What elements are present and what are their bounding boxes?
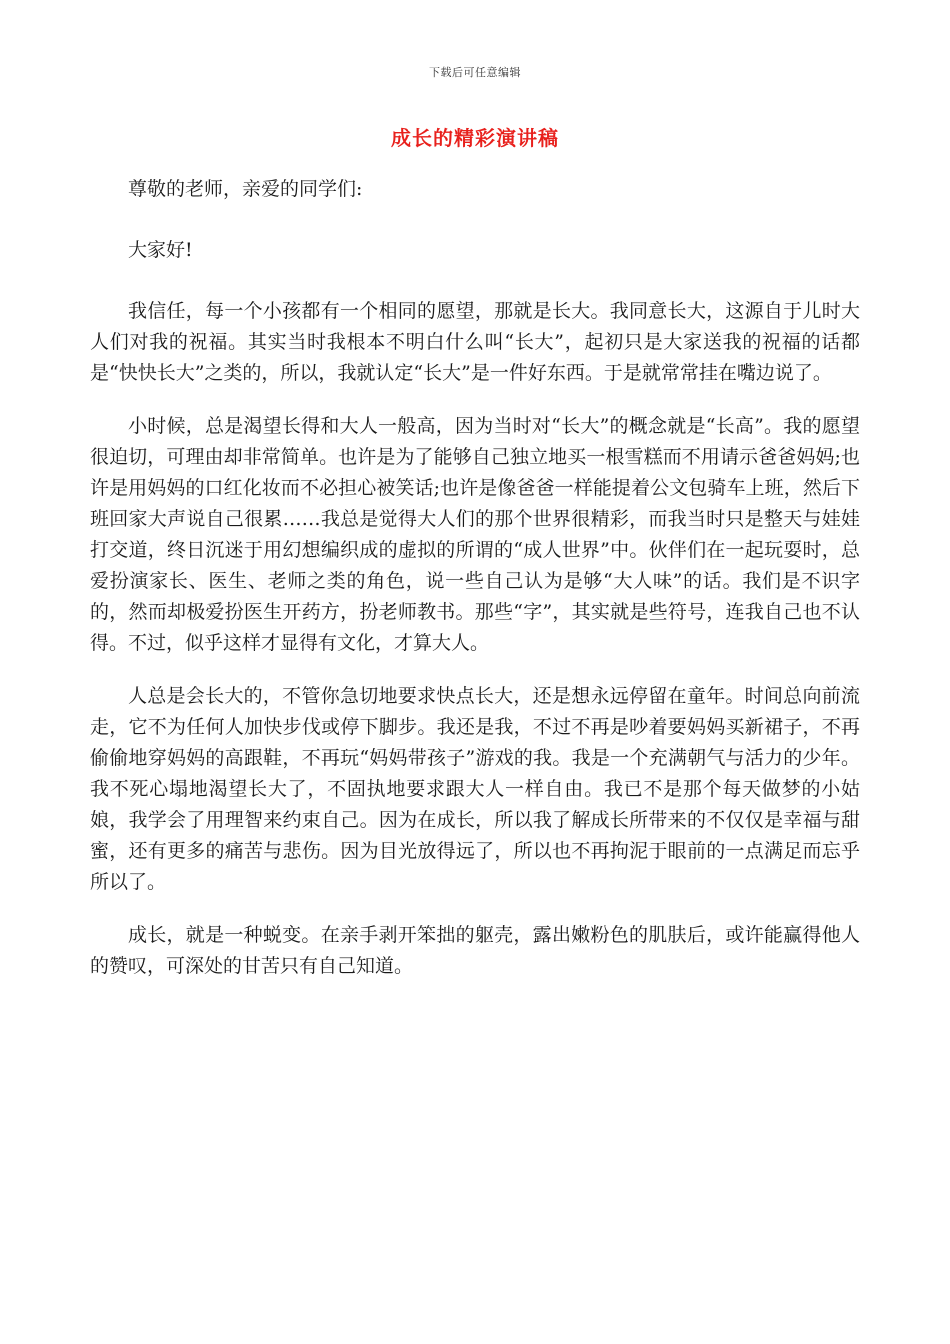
greeting: 大家好! xyxy=(128,239,193,261)
paragraph: 小时候，总是渴望长得和大人一般高，因为当时对“长大”的概念就是“长高”。我的愿望很迫切，可理由却非常简单。也许是为了能够自己独立地买一根雪糕而不用请示爸爸妈妈;也许是用妈妈的口红化妆而不必担心被笑话;也许是像爸爸一样能提着公文包骑车上班，然后下班回家大声说自己很累……我总是觉得大人们的那个世界很精彩，而我当时只是整天与娃娃打交道，终日沉迷于用幻想编织成的虚拟的所谓的“成人世界”中。伙伴们在一起玩耍时，总爱扮演家长、医生、老师之类的角色，说一些自己认为是够“大人味”的话。我们是不识字的，然而却极爱扮医生开药方，扮老师教书。那些“字”，其实就是些符号，连我自己也不认得。不过，似乎这样才显得有文化，才算大人。 xyxy=(90,415,860,654)
paragraph: 成长，就是一种蜕变。在亲手剥开笨拙的躯壳，露出嫩粉色的肌肤后，或许能赢得他人的赞叹，可深处的甘苦只有自己知道。 xyxy=(90,924,860,977)
header-note: 下载后可任意编辑 xyxy=(429,66,521,79)
paragraph: 我信任，每一个小孩都有一个相同的愿望，那就是长大。我同意长大，这源自于儿时大人们对我的祝福。其实当时我根本不明白什么叫“长大”，起初只是大家送我的祝福的话都是“快快长大”之类的，所以，我就认定“长大”是一件好东西。于是就常常挂在嘴边说了。 xyxy=(90,300,860,384)
salutation: 尊敬的老师，亲爱的同学们: xyxy=(128,178,363,200)
document-title: 成长的精彩演讲稿 xyxy=(391,126,559,150)
document-body xyxy=(90,174,860,1004)
paragraph: 人总是会长大的，不管你急切地要求快点长大，还是想永远停留在童年。时间总向前流走，它不为任何人加快步伐或停下脚步。我还是我，不过不再是吵着要妈妈买新裙子，不再偷偷地穿妈妈的高跟鞋，不再玩“妈妈带孩子”游戏的我。我是一个充满朝气与活力的少年。我不死心塌地渴望长大了，不固执地要求跟大人一样自由。我已不是那个每天做梦的小姑娘，我学会了用理智来约束自己。因为在成长，所以我了解成长所带来的不仅仅是幸福与甜蜜，还有更多的痛苦与悲伤。因为目光放得远了，所以也不再拘泥于眼前的一点满足而忘乎所以了。 xyxy=(90,685,860,893)
